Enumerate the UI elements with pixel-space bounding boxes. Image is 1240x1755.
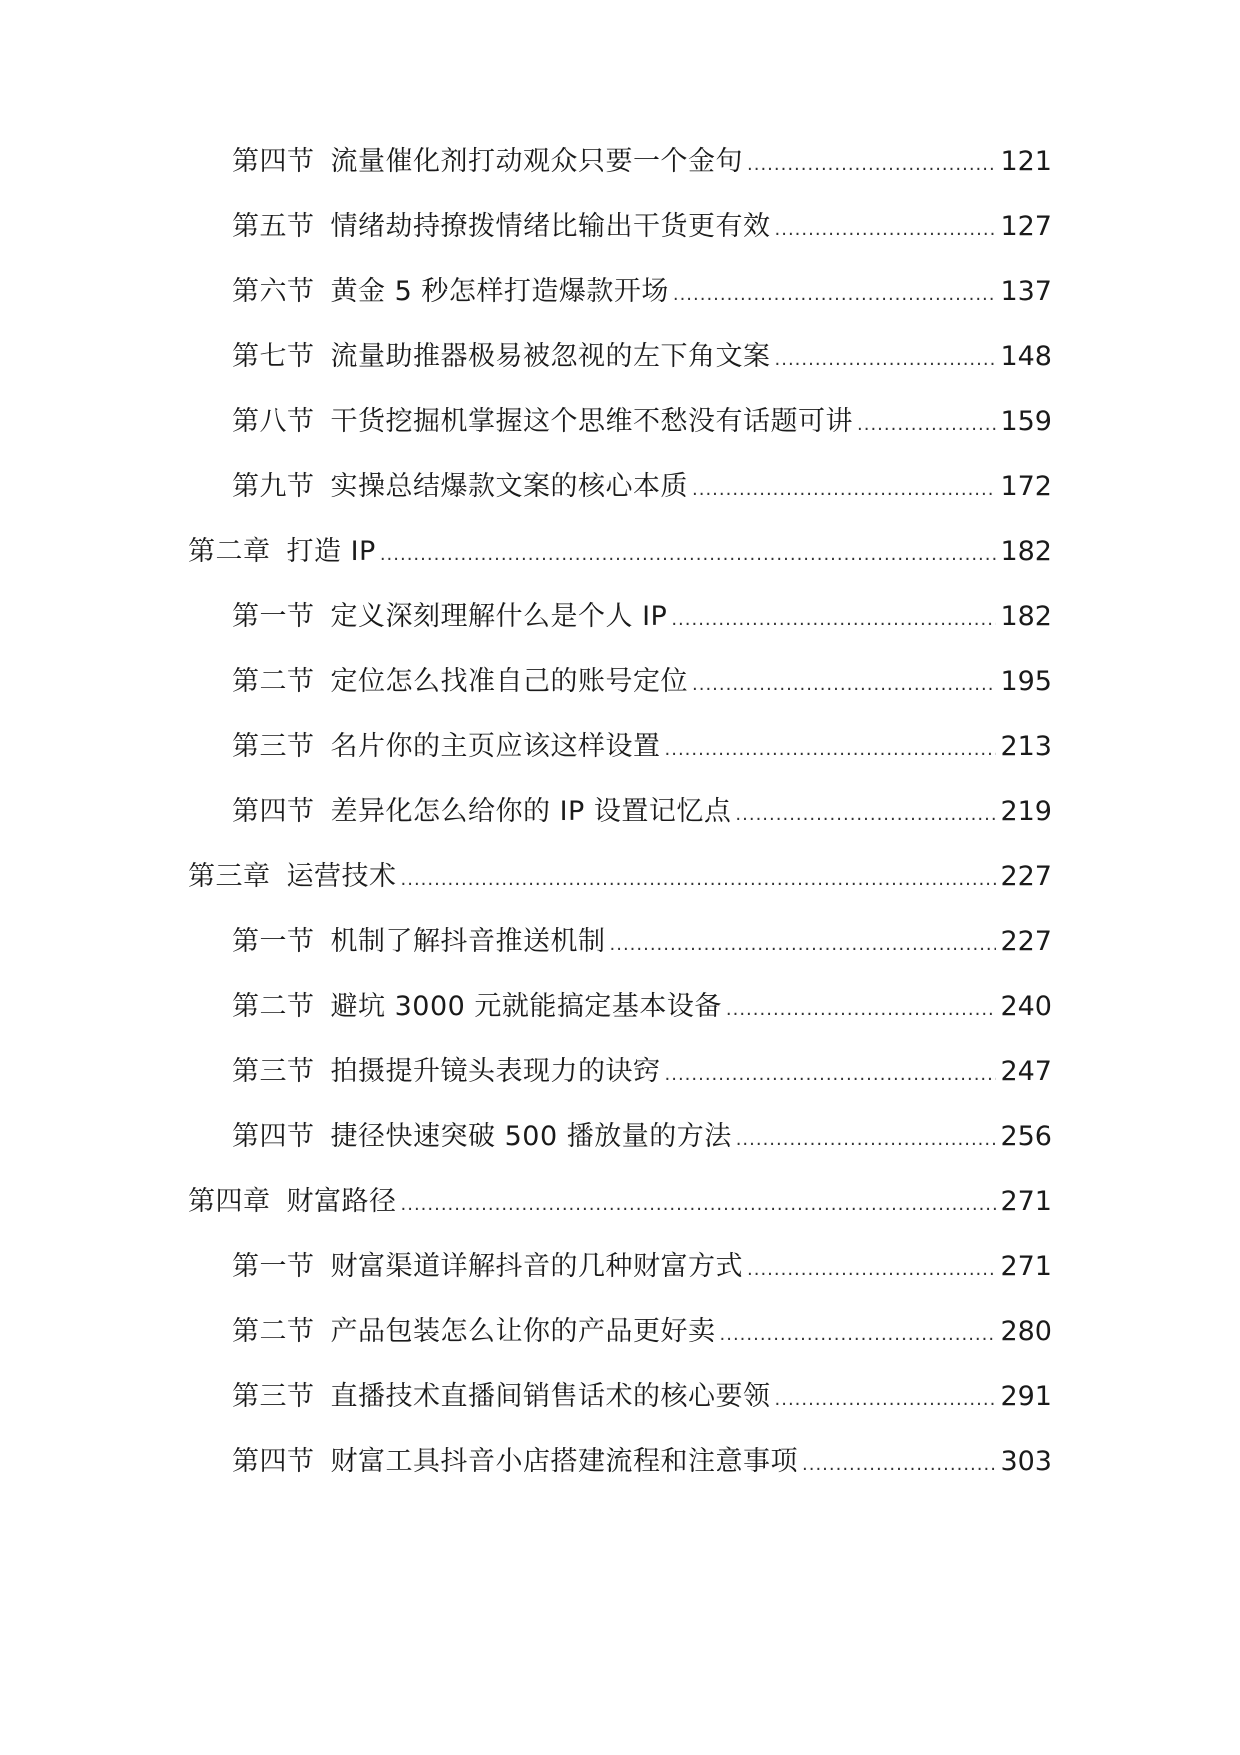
toc-page-number: 121 [1000, 146, 1052, 177]
toc-entry-label [232, 1442, 798, 1482]
toc-entry-number: 第四节 [232, 1446, 315, 1477]
toc-entry[interactable] [232, 1312, 1052, 1352]
toc-entry-label [232, 987, 722, 1027]
toc-entry-label [232, 1247, 743, 1287]
toc-entry[interactable] [232, 1377, 1052, 1417]
toc-entry-number: 第四章 [188, 1186, 271, 1217]
toc-dot-leader [726, 987, 997, 1027]
toc-entry-label [232, 207, 771, 247]
toc-entry[interactable] [232, 207, 1052, 247]
toc-page-number: 127 [1000, 211, 1052, 242]
toc-dot-leader [802, 1442, 996, 1482]
toc-entry-number: 第七节 [232, 341, 315, 372]
toc-dot-leader [665, 727, 997, 767]
toc-dot-leader [775, 337, 997, 377]
toc-entry-label [232, 1312, 716, 1352]
toc-entry-title: 黄金 5 秒怎样打造爆款开场 [330, 276, 669, 307]
toc-entry-number: 第三节 [232, 1056, 315, 1087]
toc-dot-leader [692, 467, 996, 507]
toc-page-number: 247 [1000, 1056, 1052, 1087]
toc-dot-leader [673, 272, 997, 312]
toc-entry-number: 第四节 [232, 796, 315, 827]
toc-entry-title: 避坑 3000 元就能搞定基本设备 [330, 991, 722, 1022]
toc-entry-title: 捷径快速突破 500 播放量的方法 [330, 1121, 732, 1152]
toc-entry[interactable] [232, 727, 1052, 767]
toc-entry[interactable] [232, 1247, 1052, 1287]
toc-dot-leader [401, 1182, 997, 1222]
toc-entry[interactable] [232, 1442, 1052, 1482]
toc-dot-leader [665, 1052, 997, 1092]
toc-dot-leader [736, 1117, 997, 1157]
toc-page-number: 280 [1000, 1316, 1052, 1347]
toc-page-number: 291 [1000, 1381, 1052, 1412]
toc-entry-number: 第九节 [232, 471, 315, 502]
toc-page-number: 271 [1000, 1251, 1052, 1282]
toc-page-number: 213 [1000, 731, 1052, 762]
toc-page-number: 240 [1000, 991, 1052, 1022]
toc-dot-leader [720, 1312, 997, 1352]
toc-entry-label [232, 467, 688, 507]
toc-entry-number: 第一节 [232, 1251, 315, 1282]
toc-entry-label [188, 532, 376, 572]
toc-entry-number: 第一节 [232, 926, 315, 957]
toc-entry-number: 第六节 [232, 276, 315, 307]
toc-entry[interactable] [232, 402, 1052, 442]
toc-dot-leader [380, 532, 997, 572]
toc-dot-leader [735, 792, 996, 832]
toc-entry-number: 第二节 [232, 1316, 315, 1347]
toc-page-number: 182 [1000, 601, 1052, 632]
toc-dot-leader [775, 1377, 997, 1417]
toc-entry-label [188, 857, 397, 897]
toc-entry-number: 第二章 [188, 536, 271, 567]
toc-entry[interactable] [232, 662, 1052, 702]
toc-entry-title: 差异化怎么给你的 IP 设置记忆点 [330, 796, 732, 827]
toc-chapter-entry[interactable] [188, 532, 1052, 572]
toc-entry-number: 第二节 [232, 991, 315, 1022]
toc-page-number: 303 [1000, 1446, 1052, 1477]
toc-entry-number: 第二节 [232, 666, 315, 697]
toc-entry-label [232, 792, 731, 832]
toc-entry-title: 直播技术直播间销售话术的核心要领 [330, 1381, 771, 1412]
toc-page-number: 256 [1000, 1121, 1052, 1152]
toc-entry[interactable] [232, 272, 1052, 312]
toc-entry-label [232, 727, 661, 767]
toc-dot-leader [747, 1247, 996, 1287]
toc-entry-label [232, 662, 688, 702]
toc-dot-leader [747, 142, 996, 182]
toc-dot-leader [610, 922, 997, 962]
toc-entry-title: 定义深刻理解什么是个人 IP [330, 601, 668, 632]
toc-dot-leader [671, 597, 996, 637]
toc-entry-title: 定位怎么找准自己的账号定位 [330, 666, 688, 697]
toc-entry-number: 第一节 [232, 601, 315, 632]
toc-entry[interactable] [232, 792, 1052, 832]
toc-page-number: 227 [1000, 926, 1052, 957]
toc-entry-title: 打造 IP [286, 536, 376, 567]
toc-entry-title: 情绪劫持撩拨情绪比输出干货更有效 [330, 211, 771, 242]
toc-page-number: 172 [1000, 471, 1052, 502]
toc-entry-number: 第四节 [232, 146, 315, 177]
toc-page-number: 137 [1000, 276, 1052, 307]
toc-entry-title: 产品包装怎么让你的产品更好卖 [330, 1316, 716, 1347]
toc-entry[interactable] [232, 987, 1052, 1027]
toc-page-number: 159 [1000, 406, 1052, 437]
toc-page-number: 148 [1000, 341, 1052, 372]
toc-entry-title: 财富工具抖音小店搭建流程和注意事项 [330, 1446, 798, 1477]
toc-dot-leader [692, 662, 996, 702]
toc-entry-title: 名片你的主页应该这样设置 [330, 731, 661, 762]
toc-page-number: 219 [1000, 796, 1052, 827]
toc-entry-number: 第五节 [232, 211, 315, 242]
toc-entry[interactable] [232, 597, 1052, 637]
toc-entry-label [232, 922, 606, 962]
toc-entry-number: 第四节 [232, 1121, 315, 1152]
toc-entry-label [232, 402, 853, 442]
toc-entry-label [232, 1377, 771, 1417]
toc-dot-leader [775, 207, 997, 247]
toc-entry[interactable] [232, 1117, 1052, 1157]
toc-entry[interactable] [232, 142, 1052, 182]
toc-entry-title: 财富路径 [286, 1186, 397, 1217]
toc-entry-number: 第三章 [188, 861, 271, 892]
toc-entry-number: 第三节 [232, 1381, 315, 1412]
toc-entry[interactable] [232, 467, 1052, 507]
toc-entry-label [188, 1182, 397, 1222]
toc-entry-title: 运营技术 [286, 861, 397, 892]
toc-entry[interactable] [232, 337, 1052, 377]
toc-entry-title: 财富渠道详解抖音的几种财富方式 [330, 1251, 743, 1282]
toc-entry-label [232, 1052, 661, 1092]
toc-chapter-entry[interactable] [188, 857, 1052, 897]
toc-entry[interactable] [232, 1052, 1052, 1092]
toc-entry-label [232, 1117, 732, 1157]
toc-page-number: 227 [1000, 861, 1052, 892]
toc-entry-title: 实操总结爆款文案的核心本质 [330, 471, 688, 502]
toc-entry-label [232, 337, 771, 377]
toc-entry-title: 机制了解抖音推送机制 [330, 926, 606, 957]
toc-entry-label [232, 272, 669, 312]
toc-entry-title: 干货挖掘机掌握这个思维不愁没有话题可讲 [330, 406, 853, 437]
toc-dot-leader [401, 857, 997, 897]
toc-entry-title: 流量助推器极易被忽视的左下角文案 [330, 341, 771, 372]
toc-entry[interactable] [232, 922, 1052, 962]
toc-entry-title: 拍摄提升镜头表现力的诀窍 [330, 1056, 661, 1087]
toc-page-number: 182 [1000, 536, 1052, 567]
toc-entry-number: 第八节 [232, 406, 315, 437]
toc-page-number: 195 [1000, 666, 1052, 697]
toc-entry-label [232, 142, 743, 182]
toc-entry-number: 第三节 [232, 731, 315, 762]
toc-chapter-entry[interactable] [188, 1182, 1052, 1222]
toc-entry-label [232, 597, 667, 637]
toc-dot-leader [857, 402, 996, 442]
toc-entry-title: 流量催化剂打动观众只要一个金句 [330, 146, 743, 177]
toc-page-number: 271 [1000, 1186, 1052, 1217]
